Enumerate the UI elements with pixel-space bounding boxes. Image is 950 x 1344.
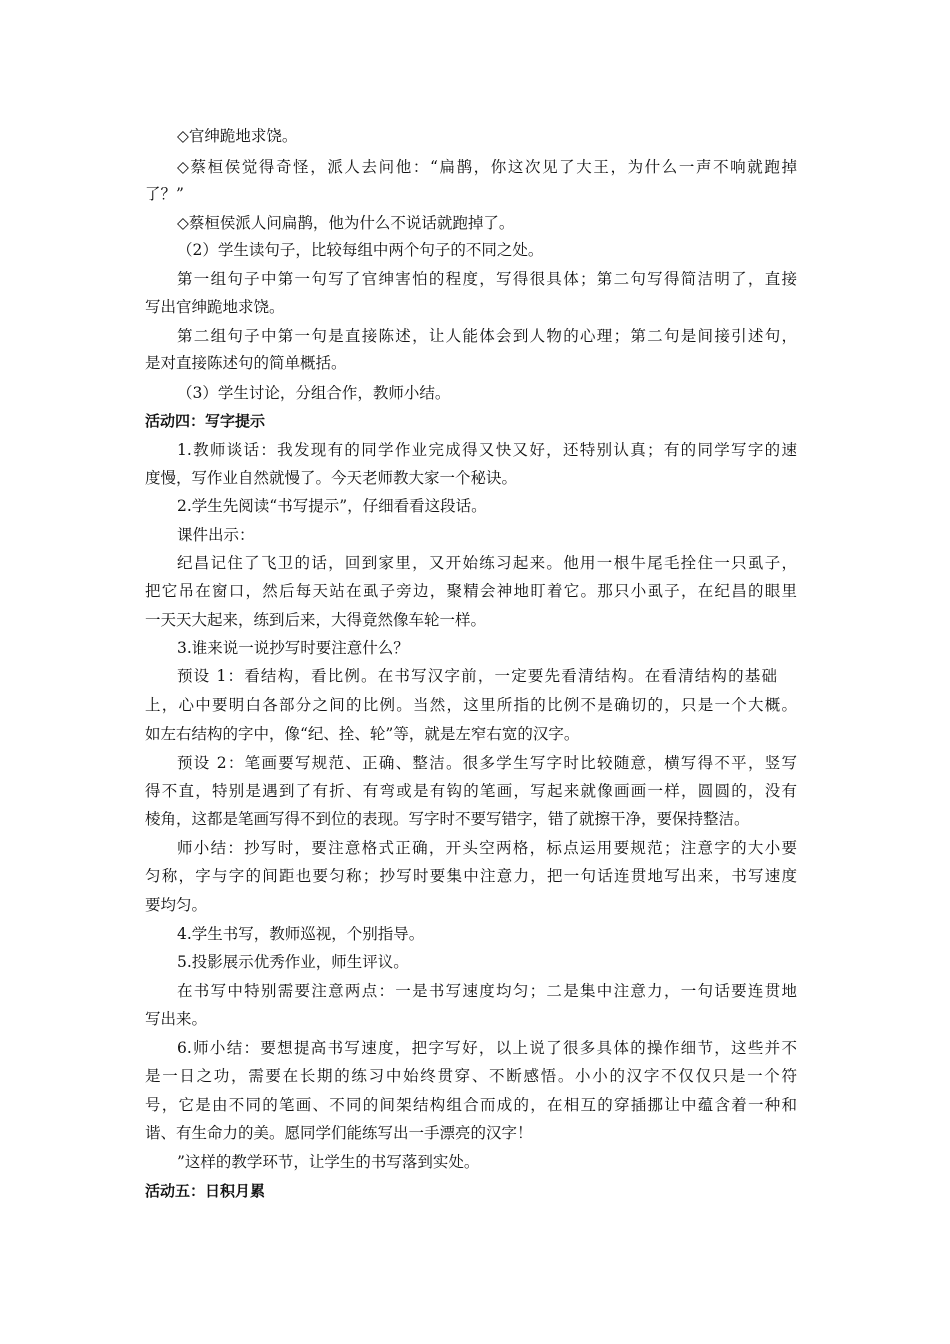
bullet-line: ◇蔡桓侯派人问扁鹊，他为什么不说话就跑掉了。 — [177, 214, 515, 232]
paragraph-line: 第一组句子中第一句写了官绅害怕的程度，写得很具体；第二句写得简洁明了，直接 — [177, 270, 797, 288]
paragraph-line: 5.投影展示优秀作业，师生评议。 — [177, 953, 409, 971]
paragraph-line: 一天天大起来，练到后来，大得竟然像车轮一样。 — [145, 611, 487, 629]
bullet-line-continued: 了？” — [145, 185, 184, 203]
paragraph-line: 6.师小结：要想提高书写速度，把字写好，以上说了很多具体的操作细节，这些并不 — [177, 1039, 797, 1057]
paragraph-line: 度慢，写作业自然就慢了。今天老师教大家一个秘诀。 — [145, 469, 518, 487]
paragraph-line: 写出来。 — [145, 1010, 208, 1028]
section-heading: 活动四：写字提示 — [145, 412, 266, 430]
paragraph-line: 课件出示： — [177, 526, 255, 544]
paragraph-line: 预设 1：看结构，看比例。在书写汉字前，一定要先看清结构。在看清结构的基础 — [177, 667, 777, 685]
paragraph-line: 3.谁来说一说抄写时要注意什么？ — [177, 639, 409, 657]
paragraph-line: 4.学生书写，教师巡视，个别指导。 — [177, 925, 425, 943]
paragraph-line: （3）学生讨论，分组合作，教师小结。 — [177, 384, 451, 402]
paragraph-line: 把它吊在窗口，然后每天站在虱子旁边，聚精会神地盯着它。那只小虱子，在纪昌的眼里 — [145, 582, 797, 600]
paragraph-line: 写出官绅跪地求饶。 — [145, 298, 285, 316]
paragraph-line: 是对直接陈述句的简单概括。 — [145, 354, 347, 372]
section-heading: 活动五：日积月累 — [145, 1182, 266, 1200]
paragraph-line: 匀称，字与字的间距也要匀称；抄写时要集中注意力，把一句话连贯地写出来，书写速度 — [145, 867, 797, 885]
paragraph-line: 在书写中特别需要注意两点：一是书写速度均匀；二是集中注意力，一句话要连贯地 — [177, 982, 797, 1000]
paragraph-line: （2）学生读句子，比较每组中两个句子的不同之处。 — [177, 241, 544, 259]
bullet-line: ◇蔡桓侯觉得奇怪，派人去问他：“扁鹊，你这次见了大王，为什么一声不响就跑掉 — [177, 158, 797, 176]
paragraph-line: 谐、有生命力的美。愿同学们能练写出一手漂亮的汉字！ — [145, 1124, 533, 1142]
paragraph-line: 要均匀。 — [145, 896, 208, 914]
paragraph-line: 2.学生先阅读“书写提示”，仔细看看这段话。 — [177, 497, 487, 515]
paragraph-line: ”这样的教学环节，让学生的书写落到实处。 — [177, 1153, 480, 1171]
paragraph-line: 棱角，这都是笔画写得不到位的表现。写字时不要写错字，错了就擦干净，要保持整洁。 — [145, 810, 750, 828]
paragraph-line: 上，心中要明白各部分之间的比例。当然，这里所指的比例不是确切的，只是一个大概。 — [145, 696, 797, 714]
paragraph-line: 纪昌记住了飞卫的话，回到家里，又开始练习起来。他用一根牛尾毛拴住一只虱子， — [177, 554, 797, 572]
paragraph-line: 1.教师谈话：我发现有的同学作业完成得又快又好，还特别认真；有的同学写字的速 — [177, 441, 797, 459]
paragraph-line: 号，它是由不同的笔画、不同的间架结构组合而成的，在相互的穿插挪让中蕴含着一种和 — [145, 1096, 797, 1114]
paragraph-line: 第二组句子中第一句是直接陈述，让人能体会到人物的心理；第二句是间接引述句， — [177, 327, 797, 345]
bullet-line: ◇官绅跪地求饶。 — [177, 127, 298, 145]
paragraph-line: 师小结：抄写时，要注意格式正确，开头空两格，标点运用要规范；注意字的大小要 — [177, 839, 797, 857]
paragraph-line: 如左右结构的字中，像“纪、拴、轮”等，就是左窄右宽的汉字。 — [145, 725, 580, 743]
paragraph-line: 得不直，特别是遇到了有折、有弯或是有钩的笔画，写起来就像画画一样，圆圆的，没有 — [145, 782, 797, 800]
paragraph-line: 预设 2：笔画要写规范、正确、整洁。很多学生写字时比较随意，横写得不平，竖写 — [177, 754, 797, 772]
paragraph-line: 是一日之功，需要在长期的练习中始终贯穿、不断感悟。小小的汉字不仅仅只是一个符 — [145, 1067, 797, 1085]
